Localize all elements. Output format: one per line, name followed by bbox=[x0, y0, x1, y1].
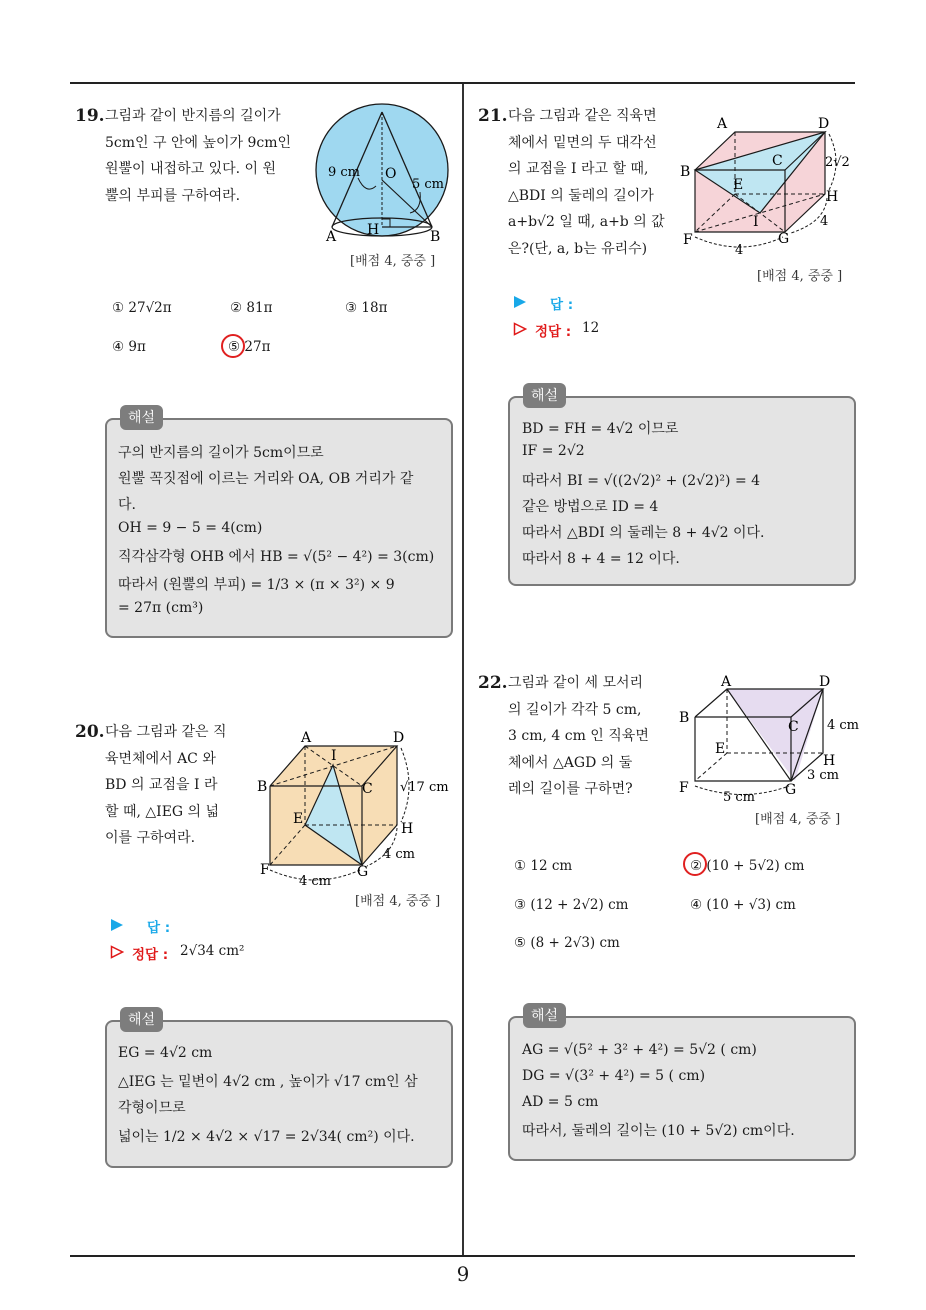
q21-solution-tag: 해설 bbox=[523, 383, 566, 408]
q19-solution-line: 직각삼각형 OHB 에서 HB = √(5² − 4²) = 3(cm) bbox=[118, 549, 435, 565]
q20-number: 20. bbox=[75, 722, 105, 742]
q21-line: 은?(단, a, b는 유리수) bbox=[508, 240, 648, 257]
q19-choice-4[interactable]: ④ 9π bbox=[112, 339, 146, 355]
label-4-right: 4 cm bbox=[383, 847, 416, 862]
label-4-bottom: 4 cm bbox=[299, 874, 332, 888]
column-divider bbox=[462, 84, 464, 1255]
q20-line: 육면체에서 AC 와 bbox=[105, 750, 216, 767]
q19-line: 5cm인 구 안에 높이가 9cm인 bbox=[105, 134, 292, 151]
label-B: B bbox=[257, 779, 268, 795]
q20-cuboid-figure bbox=[255, 728, 455, 888]
q19-text bbox=[105, 103, 300, 209]
q21-line: 체에서 밑면의 두 대각선 bbox=[508, 134, 657, 151]
label-2root2: 2√2 bbox=[825, 155, 850, 170]
label-4-right: 4 bbox=[820, 214, 829, 229]
label-A: A bbox=[721, 675, 732, 690]
label-A: A bbox=[717, 116, 728, 132]
q22-line: 레의 길이를 구하면? bbox=[508, 781, 633, 797]
q20-line: 다음 그림과 같은 직 bbox=[105, 724, 227, 740]
q19-solution-line: 다. bbox=[118, 497, 136, 513]
q22-selected-circle bbox=[683, 852, 707, 876]
q19-line: 원뿔이 내접하고 있다. 이 원 bbox=[105, 161, 277, 177]
label-H: H bbox=[823, 753, 836, 769]
q21-text bbox=[508, 103, 668, 262]
q22-line: 3 cm, 4 cm 인 직육면 bbox=[508, 728, 649, 744]
label-9cm: 9 cm bbox=[328, 165, 361, 180]
q21-solution-line: 같은 방법으로 ID = 4 bbox=[522, 499, 659, 515]
q19-score: [배점 4, 중중 ] bbox=[350, 254, 436, 269]
q22-choice-2[interactable]: ② (10 + 5√2) cm bbox=[690, 858, 805, 874]
q21-answer-label: 답 : bbox=[550, 297, 574, 313]
q19-line: 그림과 같이 반지름의 길이가 bbox=[105, 108, 281, 124]
q19-choice-5[interactable]: ⑤ 27π bbox=[228, 339, 271, 355]
label-A: A bbox=[301, 730, 312, 746]
label-C: C bbox=[772, 153, 783, 169]
label-H: H bbox=[367, 222, 380, 238]
label-4-bottom: 4 bbox=[735, 243, 744, 258]
label-B: B bbox=[679, 710, 690, 726]
q21-answer-arrow-icon bbox=[513, 295, 527, 309]
label-G: G bbox=[785, 782, 797, 798]
q20-line: BD 의 교점을 I 라 bbox=[105, 777, 218, 793]
label-D: D bbox=[818, 116, 830, 132]
q19-choice-1[interactable]: ① 27√2π bbox=[112, 300, 172, 316]
label-O: O bbox=[385, 166, 397, 182]
q22-line: 그림과 같이 세 모서리 bbox=[508, 675, 644, 691]
q21-correct-value: 12 bbox=[582, 320, 600, 336]
q21-number: 21. bbox=[478, 106, 508, 126]
q21-correct-arrow-icon bbox=[513, 322, 527, 336]
label-E: E bbox=[715, 741, 726, 757]
label-G: G bbox=[357, 864, 369, 880]
q22-solution-line: AD = 5 cm bbox=[522, 1094, 599, 1110]
bottom-rule bbox=[70, 1255, 855, 1257]
q20-correct-value: 2√34 cm² bbox=[180, 943, 245, 959]
q19-solution-line: = 27π (cm³) bbox=[118, 600, 204, 616]
q20-answer-label: 답 : bbox=[147, 920, 171, 936]
q21-solution-line: 따라서 △BDI 의 둘레는 8 + 4√2 이다. bbox=[522, 525, 765, 541]
q20-line: 할 때, △IEG 의 넓 bbox=[105, 803, 220, 820]
q21-solution-line: BD = FH = 4√2 이므로 bbox=[522, 421, 679, 437]
q22-solution-line: AG = √(5² + 3² + 4²) = 5√2 ( cm) bbox=[522, 1042, 757, 1058]
label-5cm: 5 cm bbox=[412, 177, 445, 192]
q21-solution-line: IF = 2√2 bbox=[522, 443, 585, 459]
q19-number: 19. bbox=[75, 106, 105, 126]
q21-line: 다음 그림과 같은 직육면 bbox=[508, 108, 657, 124]
q21-correct-label: 정답 : bbox=[535, 324, 572, 340]
q22-number: 22. bbox=[478, 673, 508, 693]
q20-solution-line: △IEG 는 밑변이 4√2 cm , 높이가 √17 cm인 삼 bbox=[118, 1074, 418, 1090]
q22-choice-5[interactable]: ⑤ (8 + 2√3) cm bbox=[514, 935, 620, 951]
q21-line: a+b√2 일 때, a+b 의 값 bbox=[508, 214, 665, 230]
q22-score: [배점 4, 중중 ] bbox=[755, 812, 841, 827]
q21-solution-line: 따라서 8 + 4 = 12 이다. bbox=[522, 551, 680, 567]
label-F: F bbox=[260, 862, 270, 878]
label-5cm: 5 cm bbox=[723, 790, 756, 805]
label-root17: √17 cm bbox=[400, 780, 449, 795]
q20-solution-line: EG = 4√2 cm bbox=[118, 1045, 213, 1061]
q19-selected-circle bbox=[221, 334, 245, 358]
q20-answer-arrow-icon bbox=[110, 918, 124, 932]
q22-choice-4[interactable]: ④ (10 + √3) cm bbox=[690, 897, 796, 913]
q19-solution-line: 구의 반지름의 길이가 5cm이므로 bbox=[118, 445, 324, 461]
label-E: E bbox=[733, 177, 744, 193]
label-C: C bbox=[788, 719, 799, 735]
label-I: I bbox=[331, 748, 337, 764]
q20-solution-tag: 해설 bbox=[120, 1007, 163, 1032]
hidden-edge-ef bbox=[695, 753, 727, 781]
q19-sphere-figure bbox=[310, 100, 460, 245]
q19-line: 뿔의 부피를 구하여라. bbox=[105, 187, 241, 204]
q19-solution-line: 따라서 (원뿔의 부피) = 1/3 × (π × 3²) × 9 bbox=[118, 577, 395, 593]
label-D: D bbox=[393, 730, 405, 746]
label-F: F bbox=[679, 780, 689, 796]
q22-line: 체에서 △AGD 의 둘 bbox=[508, 754, 633, 771]
q22-choice-1[interactable]: ① 12 cm bbox=[514, 858, 573, 874]
label-C: C bbox=[362, 781, 373, 797]
label-3cm: 3 cm bbox=[807, 768, 840, 783]
q20-text bbox=[105, 719, 245, 852]
label-D: D bbox=[819, 675, 831, 690]
q19-solution-line: 원뿔 꼭짓점에 이르는 거리와 OA, OB 거리가 같 bbox=[118, 471, 414, 487]
q22-line: 의 길이가 각각 5 cm, bbox=[508, 701, 642, 718]
label-A: A bbox=[326, 229, 337, 245]
q20-correct-label: 정답 : bbox=[132, 947, 169, 963]
label-B: B bbox=[680, 164, 691, 180]
q20-correct-arrow-icon bbox=[110, 945, 124, 959]
label-F: F bbox=[683, 232, 693, 248]
q20-solution-line: 각형이므로 bbox=[118, 1100, 186, 1116]
q20-score: [배점 4, 중중 ] bbox=[355, 894, 441, 909]
q22-text bbox=[508, 670, 663, 803]
label-E: E bbox=[293, 811, 304, 827]
q21-solution-line: 따라서 BI = √((2√2)² + (2√2)²) = 4 bbox=[522, 473, 761, 489]
q19-choice-2[interactable]: ② 81π bbox=[230, 300, 273, 316]
q22-solution-line: DG = √(3² + 4²) = 5 ( cm) bbox=[522, 1068, 706, 1084]
q21-line: 의 교점을 I 라고 할 때, bbox=[508, 161, 649, 177]
q19-solution-line: OH = 9 − 5 = 4(cm) bbox=[118, 520, 263, 536]
q20-line: 이를 구하여라. bbox=[105, 830, 196, 846]
q21-line: △BDI 의 둘레의 길이가 bbox=[508, 187, 654, 204]
q19-choice-3[interactable]: ③ 18π bbox=[345, 300, 388, 316]
label-H: H bbox=[401, 821, 414, 837]
q20-solution-line: 넓이는 1/2 × 4√2 × √17 = 2√34( cm²) 이다. bbox=[118, 1129, 415, 1145]
q21-cuboid-figure bbox=[675, 112, 860, 262]
label-G: G bbox=[778, 231, 790, 247]
label-B: B bbox=[430, 229, 441, 245]
q22-solution-line: 따라서, 둘레의 길이는 (10 + 5√2) cm이다. bbox=[522, 1123, 795, 1139]
q22-cuboid-figure bbox=[675, 675, 860, 810]
q19-solution-tag: 해설 bbox=[120, 405, 163, 430]
label-I: I bbox=[753, 214, 759, 230]
label-4cm: 4 cm bbox=[827, 718, 860, 733]
label-H: H bbox=[826, 189, 839, 205]
q22-solution-tag: 해설 bbox=[523, 1003, 566, 1028]
page-number: 9 bbox=[456, 1262, 470, 1286]
q22-choice-3[interactable]: ③ (12 + 2√2) cm bbox=[514, 897, 629, 913]
q21-score: [배점 4, 중중 ] bbox=[757, 269, 843, 284]
